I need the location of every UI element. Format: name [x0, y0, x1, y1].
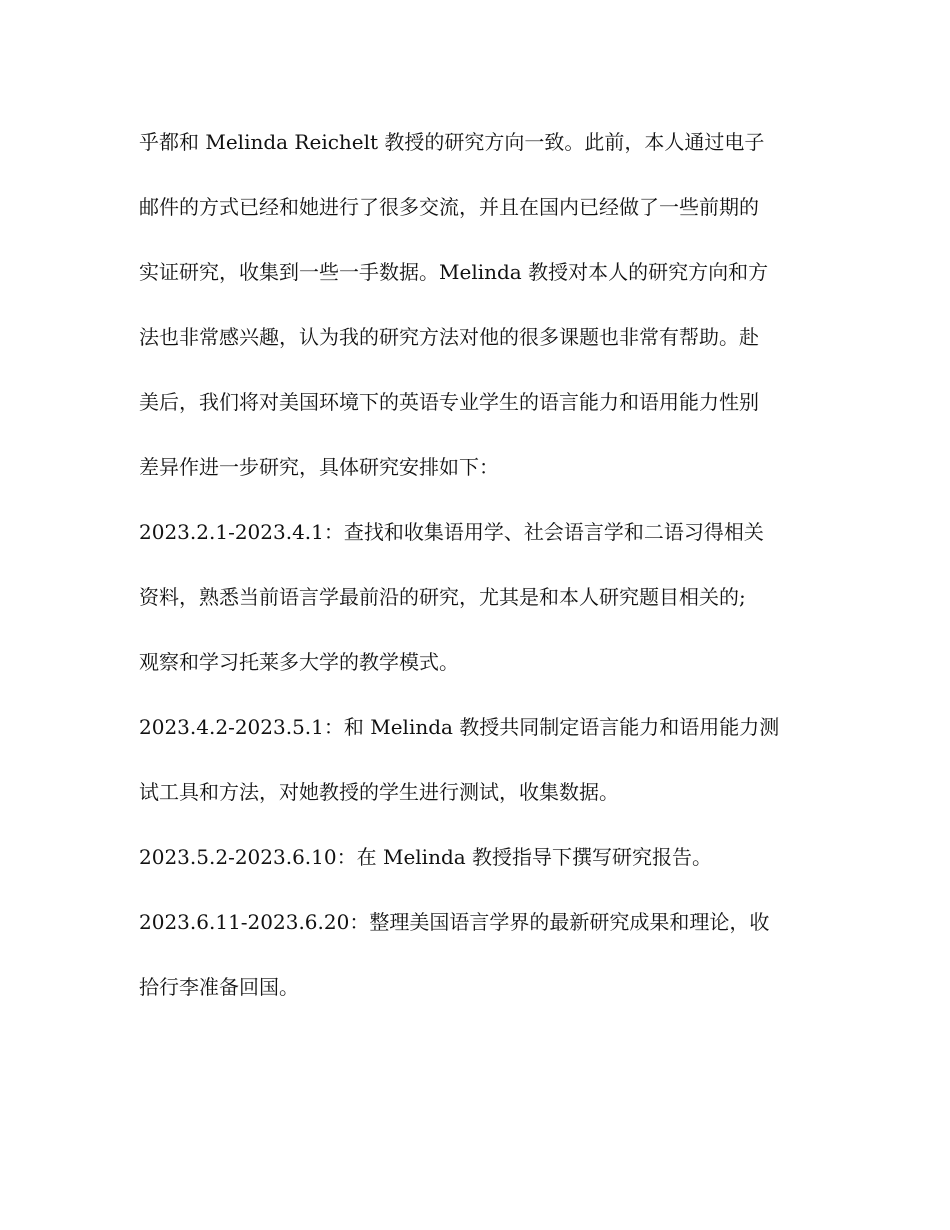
text-line: 美后，我们将对美国环境下的英语专业学生的语言能力和语用能力性别 — [139, 390, 759, 414]
schedule-item-2-line: 试工具和方法，对她教授的学生进行测试，收集数据。 — [139, 780, 619, 804]
text-line: 邮件的方式已经和她进行了很多交流，并且在国内已经做了一些前期的 — [139, 195, 759, 219]
text-line: 差异作进一步研究，具体研究安排如下： — [139, 455, 499, 479]
schedule-item-1-line: 2023.2.1-2023.4.1：查找和收集语用学、社会语言学和二语习得相关 — [139, 520, 764, 544]
schedule-item-3-line: 2023.5.2-2023.6.10：在 Melinda 教授指导下撰写研究报告。 — [139, 845, 713, 869]
schedule-item-2-line: 2023.4.2-2023.5.1：和 Melinda 教授共同制定语言能力和语用能力测 — [139, 715, 780, 739]
text-line: 乎都和 Melinda Reichelt 教授的研究方向一致。此前，本人通过电子 — [139, 130, 765, 154]
schedule-item-1-line: 观察和学习托莱多大学的教学模式。 — [139, 650, 459, 674]
schedule-item-4-line: 拾行李准备回国。 — [139, 975, 299, 999]
schedule-item-1-line: 资料，熟悉当前语言学最前沿的研究，尤其是和本人研究题目相关的; — [139, 585, 746, 609]
schedule-item-4-line: 2023.6.11-2023.6.20：整理美国语言学界的最新研究成果和理论，收 — [139, 910, 770, 934]
document-page — [139, 122, 819, 1032]
text-line: 实证研究，收集到一些一手数据。Melinda 教授对本人的研究方向和方 — [139, 260, 769, 284]
text-line: 法也非常感兴趣，认为我的研究方法对他的很多课题也非常有帮助。赴 — [139, 325, 759, 349]
